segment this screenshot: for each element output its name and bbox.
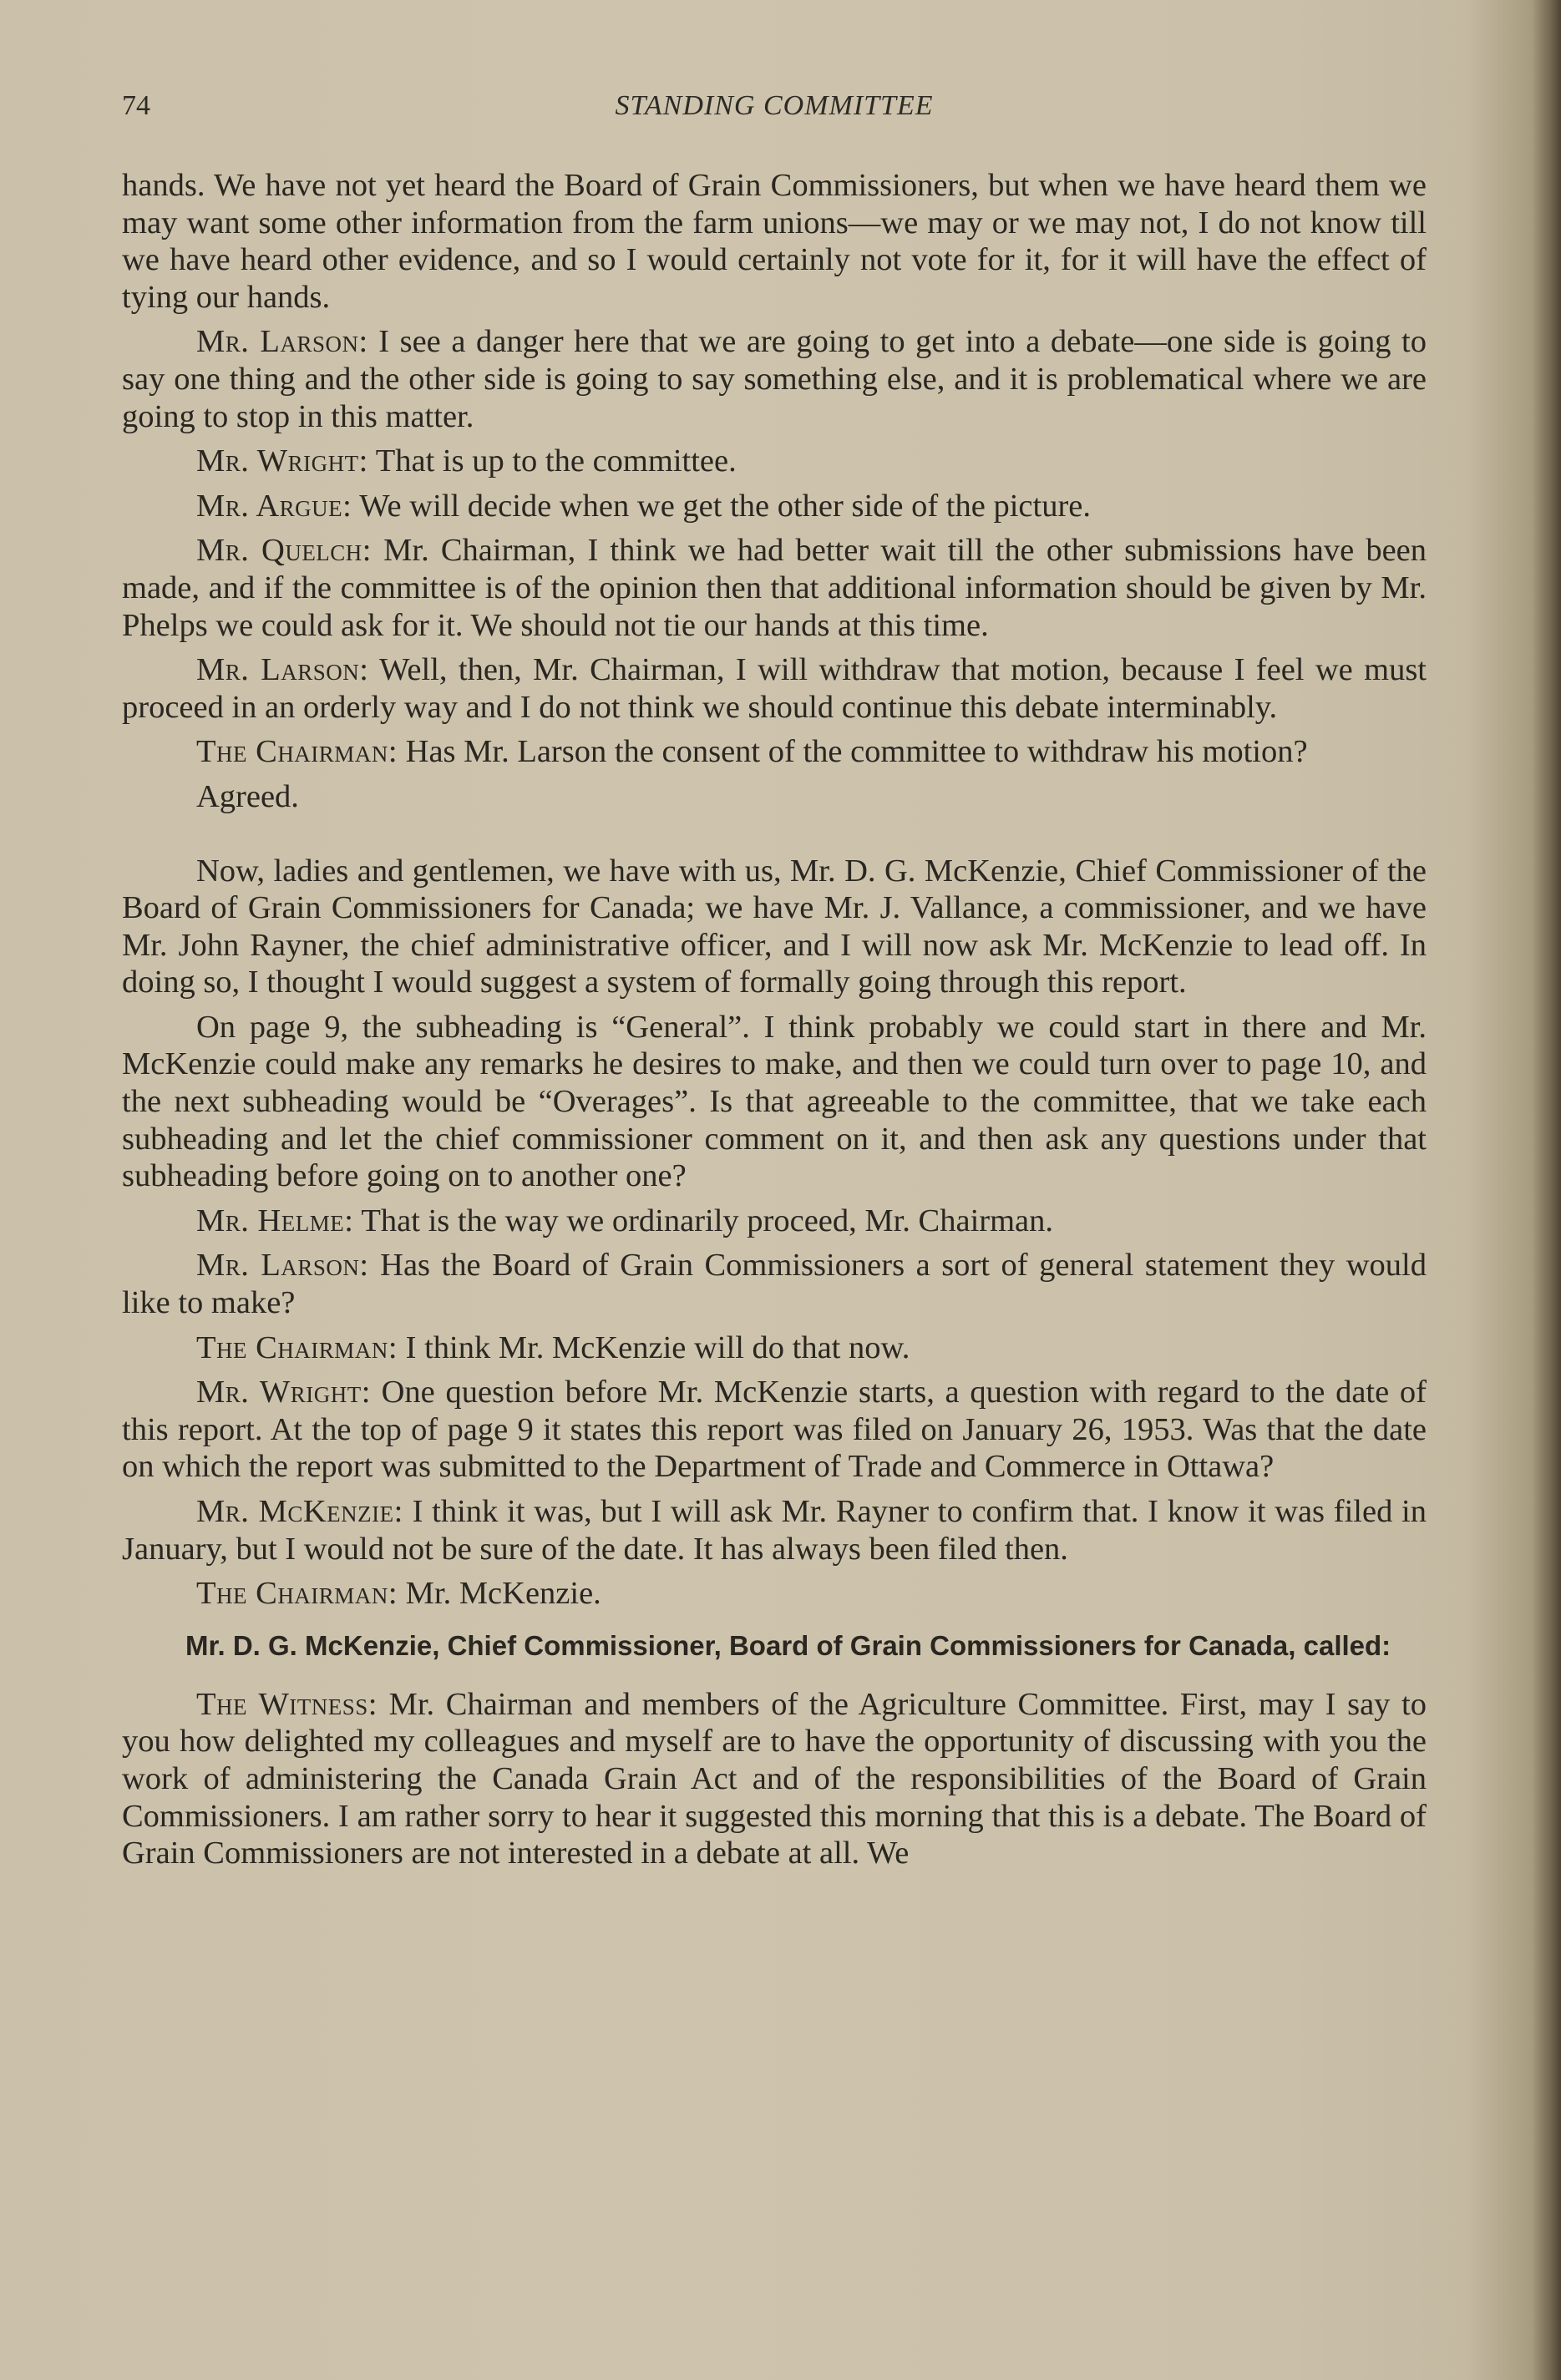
paragraph-text: Now, ladies and gentlemen, we have with us, Mr. D. G. McKenzie, Chief Commissioner of the Board of Grain Commissioners for Canada; we have Mr. J. Vallance, a commissioner, and we have Mr. John Rayner, the chief administrative officer, and I will now ask Mr. McKenzie to lead off. In doing so, I thought I would suggest a system of formally going through this report. xyxy=(122,853,1427,1000)
speaker: Mr. Wright: xyxy=(196,1375,371,1410)
speaker: The Chairman: xyxy=(196,1329,398,1365)
witness-paragraph xyxy=(122,1686,1427,1872)
speaker: Mr. Larson: xyxy=(196,652,369,688)
speaker: Mr. Larson: xyxy=(196,1248,369,1284)
paragraph-text: I think Mr. McKenzie will do that now. xyxy=(398,1329,910,1365)
paragraph-text: Has the Board of Grain Commissioners a sort of general statement they would like to make? xyxy=(122,1248,1427,1321)
witness-called-heading: Mr. D. G. McKenzie, Chief Commissioner, Board of Grain Commissioners for Canada, called: xyxy=(185,1629,1391,1661)
speaker: Mr. Wright: xyxy=(196,443,368,479)
speaker: The Chairman: xyxy=(196,734,398,770)
paragraph-text: One question before Mr. McKenzie starts, a question with regard to the date of this report. At the top of page 9 it states this report was filed on January 26, 1953. Was that the date on which the report was submitted to the Department of Trade and Commerce in Ottawa? xyxy=(122,1375,1427,1485)
paragraph xyxy=(122,1203,1427,1240)
paragraph xyxy=(122,488,1427,525)
paragraph-text: On page 9, the subheading is “General”. I think probably we could start in there and Mr. McKenzie could make any remarks he desires to make, and then we could turn over to page 10, and the next subheading would be “Overages”. Is that agreeable to the committee, that we take each subheading and let the chief commissioner comment on it, and then ask any questions under that subheading before going on to another one? xyxy=(122,1009,1427,1194)
speaker: Mr. Argue: xyxy=(196,488,352,524)
paragraph-text: That is the way we ordinarily proceed, Mr. Chairman. xyxy=(353,1203,1053,1238)
paragraph-text: We will decide when we get the other side of the picture. xyxy=(352,488,1091,524)
page-number: 74 xyxy=(122,90,150,121)
paragraph-text: That is up to the committee. xyxy=(367,443,737,479)
speaker: Mr. Larson: xyxy=(196,324,368,360)
paragraph xyxy=(122,443,1427,480)
paragraph xyxy=(122,651,1427,726)
paragraph xyxy=(122,532,1427,644)
paragraph xyxy=(122,1575,1427,1613)
paragraph xyxy=(122,167,1427,316)
paragraph-agreed xyxy=(122,778,1427,816)
paragraph xyxy=(122,733,1427,771)
paragraph-text: I think it was, but I will ask Mr. Rayner to confirm that. I know it was filed in January, but I would not be sure of the date. It has always been filed then. xyxy=(122,1494,1427,1567)
speaker: Mr. McKenzie: xyxy=(196,1494,403,1529)
speaker: Mr. Quelch: xyxy=(196,533,373,569)
paragraph xyxy=(122,1374,1427,1486)
paragraph xyxy=(122,1329,1427,1367)
speaker: The Chairman: xyxy=(196,1576,398,1612)
paragraph xyxy=(122,1009,1427,1195)
paragraph xyxy=(122,323,1427,435)
page-header xyxy=(122,90,1427,130)
paragraph xyxy=(122,1247,1427,1321)
paragraph-text: Mr. Chairman, I think we had better wait till the other submissions have been made, and if the committee is of the opinion then that additional information should be given by Mr. Phelps we could ask for it. We should not tie our hands at this time. xyxy=(122,533,1427,643)
page-edge-shadow xyxy=(1533,0,1561,2380)
paragraph-text: Mr. McKenzie. xyxy=(398,1576,601,1612)
speaker: Mr. Helme: xyxy=(196,1203,354,1238)
paragraph-text: hands. We have not yet heard the Board of Grain Commissioners, but when we have heard them we may want some other information from the farm unions—we may or we may not, I do not know till we have heard other evidence, and so I would certainly not vote for it, for it will have the effect of tying our hands. xyxy=(122,168,1427,315)
paragraph-text: Has Mr. Larson the consent of the committee to withdraw his motion? xyxy=(398,734,1308,770)
paragraph xyxy=(122,853,1427,1001)
running-title: STANDING COMMITTEE xyxy=(615,90,934,121)
paragraph-text: Well, then, Mr. Chairman, I will withdraw that motion, because I feel we must proceed in an orderly way and I do not think we should continue this debate interminably. xyxy=(122,652,1427,725)
paragraph-text: Agreed. xyxy=(196,778,299,814)
paragraph xyxy=(122,1493,1427,1567)
paragraph-text: I see a danger here that we are going to get into a debate—one side is going to say one thing and the other side is going to say something else, and it is problematical where we are going to stop in this matter. xyxy=(122,324,1427,434)
paragraph-text: Mr. Chairman and members of the Agriculture Committee. First, may I say to you how delighted my colleagues and myself are to have the opportunity of discussing with you the work of administering the Canada Grain Act and of the responsibilities of the Board of Grain Commissioners. I am rather sorry to hear it suggested this morning that this is a debate. The Board of Grain Commissioners are not interested in a debate at all. We xyxy=(122,1686,1427,1871)
body-text xyxy=(122,167,1427,1880)
speaker: The Witness: xyxy=(196,1686,378,1722)
